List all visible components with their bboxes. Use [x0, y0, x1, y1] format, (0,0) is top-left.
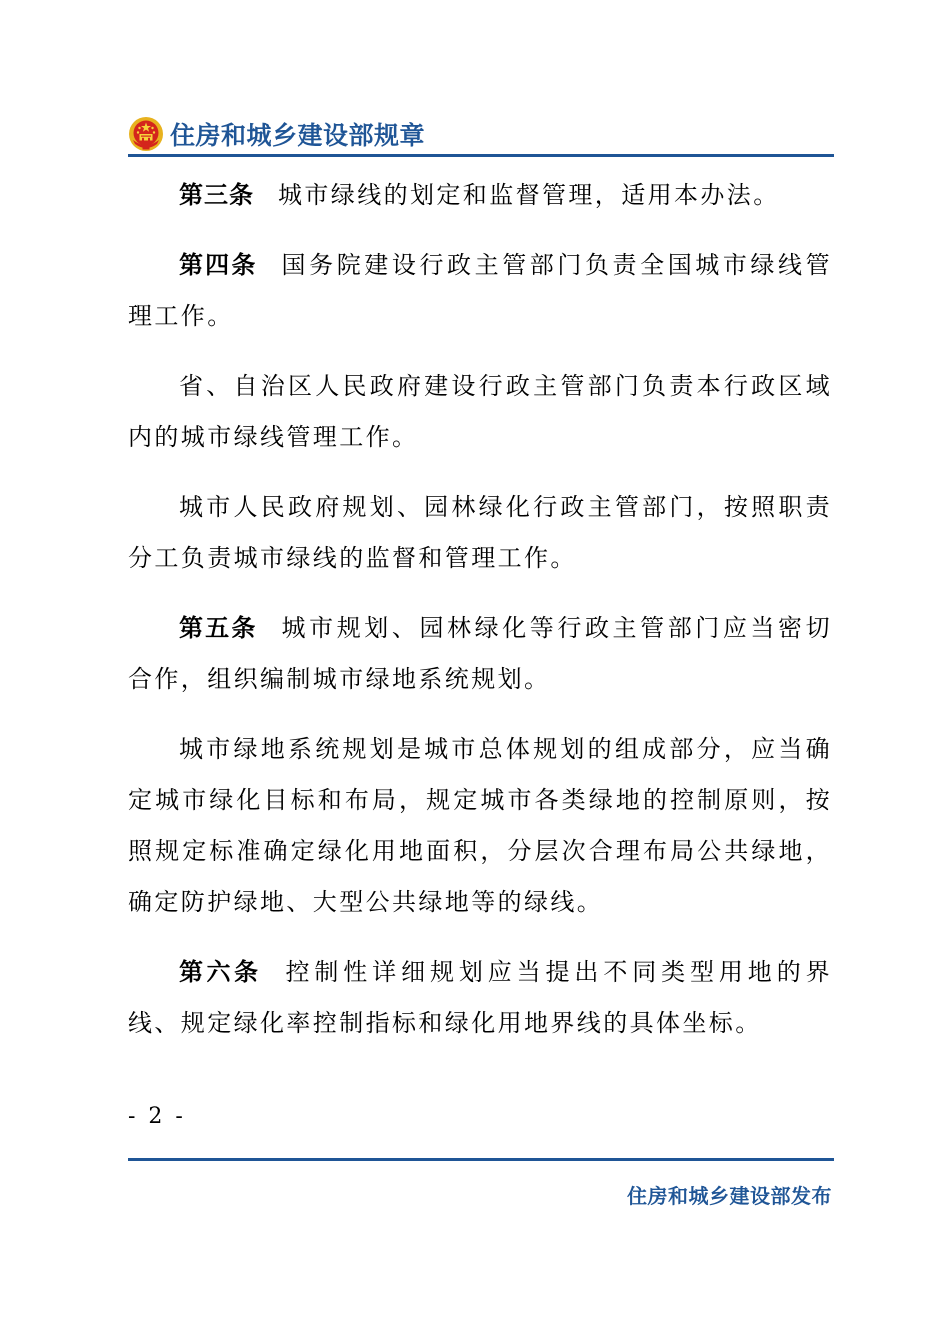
paragraph	[128, 170, 832, 221]
paragraph	[128, 724, 832, 928]
header-divider	[128, 154, 834, 157]
paragraph	[128, 482, 832, 584]
paragraph-text: 省、自治区人民政府建设行政主管部门负责本行政区域内的城市绿线管理工作。	[128, 372, 832, 451]
paragraph-text: 城市规划、园林绿化等行政主管部门应当密切合作，组织编制城市绿地系统规划。	[128, 614, 832, 693]
header-title: 住房和城乡建设部规章	[170, 121, 426, 150]
paragraph-text: 控制性详细规划应当提出不同类型用地的界线、规定绿化率控制指标和绿化用地界线的具体坐标。	[128, 958, 832, 1037]
paragraph	[128, 947, 832, 1049]
article-number: 第六条	[179, 958, 262, 986]
paragraph-text: 城市人民政府规划、园林绿化行政主管部门，按照职责分工负责城市绿线的监督和管理工作。	[128, 493, 832, 572]
paragraph-text: 国务院建设行政主管部门负责全国城市绿线管理工作。	[128, 251, 832, 330]
article-number: 第三条	[179, 181, 254, 209]
footer-publisher: 住房和城乡建设部发布	[627, 1184, 832, 1208]
national-emblem-icon	[128, 116, 164, 152]
paragraph-text: 城市绿地系统规划是城市总体规划的组成部分，应当确定城市绿化目标和布局，规定城市各类绿地的控制原则，按照规定标准确定绿化用地面积，分层次合理布局公共绿地，确定防护绿地、大型公共绿地等的绿线。	[128, 735, 832, 916]
paragraph	[128, 240, 832, 342]
regulation-body	[128, 170, 832, 1068]
article-number: 第四条	[179, 251, 258, 279]
article-number: 第五条	[179, 614, 258, 642]
page-number: - 2 -	[128, 1104, 186, 1129]
footer-divider	[128, 1158, 834, 1161]
paragraph	[128, 603, 832, 705]
paragraph	[128, 361, 832, 463]
page-header	[128, 112, 834, 156]
paragraph-text: 城市绿线的划定和监督管理，适用本办法。	[278, 181, 780, 209]
